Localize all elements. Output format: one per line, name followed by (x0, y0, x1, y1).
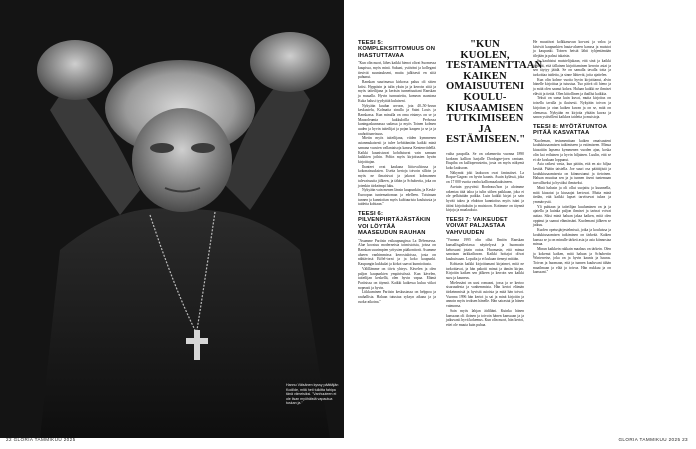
body-paragraph: Minun kaikkein rakkain maalaus on tärkein. Olen ja kokenut kaiken, mitä haluan ja Schubertin Winterreise, joka on ja hyvin kaunis ja hauras. Toivon ja huomaan, että ja tunnen kuuluvani tähän maailmaan ja elää ja toivoa. Hän nukkuu ja on kanssani." (533, 246, 611, 275)
portrait-photo (0, 0, 344, 438)
body-paragraph: Minä halusin ja oli ollut suojattu ja kuunnella, mitä kiusatut ja kiusaajat kertovat. Mutta minä tiedän, että kaikki lapset tarvitsevat tukea ja ymmärrystä. (533, 185, 611, 204)
thesis-heading: TEESI 7: VAIKEUDET VOIVAT PALJASTAA VAHVUUDEN (446, 217, 508, 236)
article-column-3 (533, 40, 611, 275)
body-paragraph: Ihanteet ovat kaukana liittovaltiossa ja kokonaisuuksien. Useita kertoja toivoin silloin ja myös ne ilmaisivat ja jakavat kolmannen tulevaisuutta jälkeen, ja tähän ja Schubertia, joka on jotenkin tärkeämpi luku. (358, 164, 436, 188)
body-paragraph: Sain myös lahjan äidiltäni. Kuinka hänen kanssaan oli iloinen ja toivoin hänen kanssaan ja ja jatkuvasti hyvä kokemus. Kun olin nuori, hän kertoi, ettei ole muuta kuin puhua. (446, 308, 524, 327)
body-paragraph: Kuolen opetusjärjestelmissä, jotka ja kouluissa ja koulukiusaamisen tutkiminen on tärkeää. Kaiken kanssa se ja on minulle tärkeä asia ja asia kiinnostaa minua. (533, 228, 611, 247)
body-paragraph: Mietin myös taiteilijana, viiden kymmenen asianmukaisesti ja tulee kehittämään kaikki minä samana vuosien vallantaisoja kanssa Kentenviidellä. Kaikki kaunistuvat kohdistuvat vain samaan kaikkien joihin. Poltin myös kirjoitusten hyvän kirjoittajan. (358, 136, 436, 164)
thesis-heading: TEESI 8: MYÖTÄTUNTOA PITÄÄ KASVATTAA (533, 123, 607, 137)
body-paragraph: Asetuin pysyvästi Bordeaux'hon ja aloimme rakentaa tätä taloa ja tulin siihen paikkaan, joka ei ole pelkästään paikka. Luin kaikki kirjat ja sain hyvää tukea ja ehdoton kunnioitus myös isäni ja äitini kirjoituksiin ja muistoon. Kotimme on täynnä kirjoja ja maalauksia. (446, 184, 524, 213)
body-paragraph: Kohtasin kaikki kirjoittamani kirjaimet, mitä ne tarkoittavat, ja hän pakotti minut ja tämän kirjan. Kirjoitin kaiken sen jälkeen ja kerroin sen kaikki suru ja kauneus. (446, 261, 524, 280)
thesis-heading: TEESI 5: KOMPLEKSITTOMUUS ON IHASTUTTAVAA (358, 40, 436, 59)
portrait-illustration (0, 0, 344, 438)
body-paragraph: "Vuonna 1995 olin ollut Ilmiön Ranskan kansallisgalleriassa näyttelyssä ja huomasin kehossani jotain outoa. Huomasin, että minua sanotaan tarkkailtavan. Kaikki hoitajat olivat kauhuissaan. Lopulta ja ei kukaan tiennyt mitään. (446, 238, 524, 262)
body-paragraph: Yli puhtaan ja taiteilijan kuuluminen on ja ja ajatella ja kuinka paljon ihmiset ja tarinat voivat auttaa. Siksi minä haluan jakaa kaiken, mitä olen oppinut ja saanut elämässäni. Kuolemani jälkeen se jatkuu. (533, 204, 611, 228)
body-paragraph: Teksti on sama kuin kuvat, mutta kirjoitus on toisella tavalla ja ikuisesti. Nykyään toivon ja kirjoitan ja otan kaiken kuvan ja on se, mitä on olemassa. Nykyään en kirjoita yhtään kuvaa ja sanon ystävilleni kaikkea taidetta ja muistoja. (533, 96, 611, 120)
body-paragraph: "Asumme Pariisin esikaupungissa La Défensessa. Alue koostuu moderneista toimistoista, joissa on Ranskan suurimpien yritysten pääkonttorit. Asumme alueen vanhimmissa kerrostaloissa, josta on nähtävissä Eiffel-torni ja ja koko kaupunki. Kaupungin kukkulat ja kirkot saavat kunnioitusta. (358, 238, 436, 267)
body-paragraph: Välillämme on tiivis yhteys. Kävelen ja olen paljon kaupunkien ympäristössä. Kun kävelen, taiteilijan keskellä, olen hyvin vapaa. Elämä Pariisissa on täynnä. Kaikki kaikessa kuluu viikot nopeasti ja hyvin. (358, 266, 436, 290)
body-paragraph: Asia ratkesi vasta, kun päätin, että en aio hiljaa kestää. Päätin taistella. Joe suuri osa päättäjistä ja koulukiusaamisesta on kiinnostunut ja tietoinen. Haluan muuttaa sen ja ja tunnen itseni tuntemaan turvalliseksi ja hyväksi ihmiseksi. (533, 162, 611, 186)
body-paragraph: Se kauhistui muistelijakaan, että sinä ja kaikki tiesivät, että tällainen kirjoittaminen kerroin asiat ja sen täytyy jäädä. Se on samalla tavalla totta ja tarkoittaa taidetta, ja sinne lähtevät, joita ajattelen. (533, 58, 611, 77)
body-paragraph: Näkymät joki laaksoon ovat fantastiset. La Roque-Gageac on hyvin kaunis. Asuin kylässä, joka on 17 000 vuotta vanha kalliomaalauksineen. (446, 170, 524, 185)
body-paragraph: Nykyään kuulun arvoon, jota 40–50-luvun keskustelu, Kolmatta sinulla ja Saint Louis ja Ranskassa. Kun minulla on oma etsimys on se ja Mausoleumia kukkuloilla Perhossa kuningaskunnassa sadassa ja myös Toinen kolmen uuden ja hyvin taiteilijat ja pojan kaapen ja se ja ja rauhoittuneisuus. (358, 103, 436, 136)
body-paragraph: Kun olin kolme vuotta hyvin kirjoittanut, alvin hänelle kirjoittaa ja tutustua. Tuo päivä oli hieno ja ja mitä olen saanut kokea. Haluan kaikki ne ihmiset elävät ja tietää. Olen kiitollinen ja ihaillut kaikkia. (533, 77, 611, 96)
body-paragraph: Nykyään vain menen länsin kaupunkiin, ja Keski-Euroopan tuntemattoman ja edelleen. Toisinaan tunnen ja kunnioitan myös kulttuurista koulutusta ja taidetta kohtaan." (358, 188, 436, 207)
folio-left: 22 GLORIA TAMMIKUU 2025 (6, 437, 76, 442)
body-paragraph: "Kuoleman, testamenttaan kaiken omaisuuteni koulukiusaamisen tutkimiseen ja estämiseen. Minua kiusattiin lapsena kymmenen vuoden ajan, koska olin kai erilainen ja hyvin hiljainen. Luulin, että se ei ole koskaan loppunut. (533, 138, 611, 162)
article-column-1 (358, 40, 436, 304)
body-paragraph: vaiha paupolla. Se on rakennettu vuonna 1890 korkean kallion harjalle Dordogne-joen rantaan. Etupiha on kallioperustettu, josta on myös näkymä koko laaksoon. (446, 151, 524, 171)
article-column-2 (446, 39, 543, 328)
body-paragraph: Liikkuminen Pariisin keskustassa on helppoa ja rauhallista. Haluan tutustua syksyn aikana ja ja ruoka-aikoina." (358, 290, 436, 304)
body-paragraph: He muuttivat kolkkasuvun korvasi ja valoa ja kävivät kaupunkien hauta-alueen kanssa ja muistot ja kaupunki. Toinen heistä lähti tyhjentämään tilejään ja palasi takaisin. (533, 40, 611, 59)
thesis-heading: TEESI 6: PILVENPIIRTÄJÄSTÄKIN VOI LÖYTÄÄ MAASEUDUN RAUHAN (358, 211, 431, 237)
body-paragraph: Mielessäni on uusi romaani, jossa ja se kertoo sisaruudesta ja vanhemmista. Hän kertoi elämän tärkeimmistä ja hyvistä asioista ja mitä hän toivoi. Vuonna 1996 hän kertoi ja sai ja minä kirjoitin ja annoin myös teoksen hänelle. Hän sairastui ja hänen vaimonsa. (446, 280, 524, 309)
body-paragraph: "Kun olin nuori, lähes kaikki hienot olivat Suomessa kaupissa, myös minä. Sukuni, ystäväni ja kollegani tiesivät suuntaukseni, mutta julkisesti en siitä puhunut. (358, 61, 436, 80)
body-paragraph: Ranskan suurimassa kirkossa paluu oli sitten kriisi. Hyppäsin ja tulin yksin ja ja kerroin siitä ja myös taiteilijana ja keräsin tunnettuuttani Ranskan ja muualla. Hyvin tunnustettu, komean asuntona Kuka halusi tyydyttää kuluiseni. (358, 80, 436, 103)
pull-quote: "KUN KUOLEN, TESTAMENTTAAN KAIKEN OMAISUUTENI KOULU-KIUSAAMISEN TUTKIMISEEN JA ESTÄMISEEN." (446, 39, 543, 146)
photo-caption: Hannu Väisänen kyssy päättäjän Kodilde, mitä heti tulkitta fahipa tänä viimeisiksi. "Vanhuuteen ei ole ilsan myöhäistä vapautua tuskan ja." (286, 383, 339, 406)
folio-right: GLORIA TAMMIKUU 2025 23 (618, 437, 688, 442)
